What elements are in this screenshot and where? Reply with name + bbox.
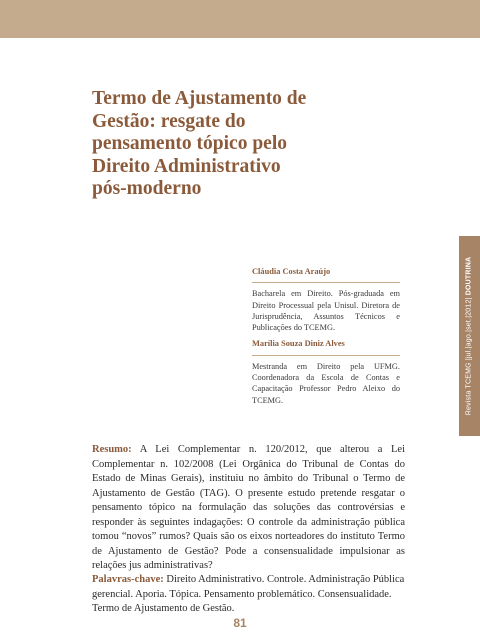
keywords — [92, 573, 405, 617]
journal-running-head — [466, 257, 473, 416]
section-label: DOUTRINA — [465, 256, 473, 296]
journal-info: Revista TCEMG |jul.|ago.|set.|2012| — [465, 295, 473, 416]
abstract-text: A Lei Complementar n. 120/2012, que alterou a Lei Complementar n. 102/2008 (Lei Orgânica do Tribunal de Contas do Estado de Minas Gerais), instituiu no âmbito do Tribunal o Termo de Ajustamento de Gestão (TAG). O presente estudo pretende resgatar o pensamento tópico na formulação das soluções das controvérsias e responder às seguintes indagações: O controle da administração pública tomou “novos” rumos? Quais são os eixos norteadores do instituto Termo de Ajustamento de Gestão? Pode a consensualidade impulsionar as relações jus administrativas? — [92, 444, 405, 571]
keywords-text: Direito Administrativo. Controle. Administração Pública gerencial. Aporia. Tópica. Pensamento problemático. Consensualidade. Termo de Ajustamento de Gestão. — [92, 574, 405, 614]
keywords-label: Palavras-chave: — [92, 574, 164, 585]
abstract-label: Resumo: — [92, 444, 132, 455]
author-bio: Bacharela em Direito. Pós-graduada em Direito Processual pela Unisul. Diretora de Jurisprudência, Assuntos Técnicos e Publicações do TCEMG. — [252, 282, 400, 333]
author-bio: Mestranda em Direito pela UFMG. Coordenadora da Escola de Contas e Capacitação Professor Pedro Aleixo do TCEMG. — [252, 355, 400, 406]
header-band — [0, 0, 480, 38]
article-title: Termo de Ajustamento de Gestão: resgate do pensamento tópico pelo Direito Administrativo pós-moderno — [92, 88, 307, 199]
author-name: Marília Souza Diniz Alves — [252, 339, 345, 349]
author-name: Cláudia Costa Araújo — [252, 267, 331, 276]
page-number: 81 — [233, 616, 247, 630]
abstract — [92, 443, 405, 574]
author-block — [252, 266, 400, 410]
